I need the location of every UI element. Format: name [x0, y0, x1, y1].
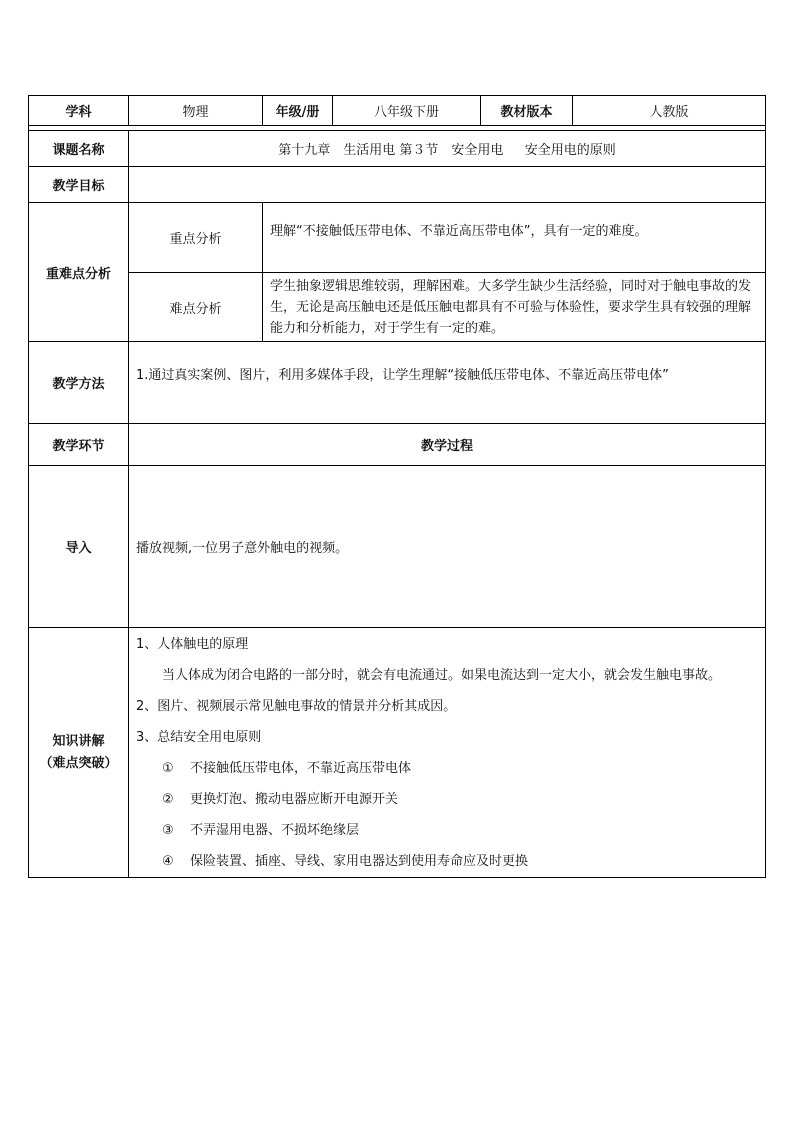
objectives-row	[29, 167, 766, 203]
knowledge-content	[129, 628, 766, 878]
edition-value: 人教版	[573, 96, 766, 126]
principle-text: 更换灯泡、搬动电器应断开电源开关	[190, 792, 399, 807]
stage-label: 教学环节	[29, 424, 129, 466]
objectives-value	[129, 167, 766, 203]
lesson-name-row	[29, 131, 766, 167]
key-analysis-text: 理解“不接触低压带电体、不靠近高压带电体”，具有一定的难度。	[263, 203, 766, 273]
lesson-plan-table	[28, 95, 766, 878]
difficult-analysis-text: 学生抽象逻辑思维较弱，理解困难。大多学生缺少生活经验，同时对于触电事故的发生，无论是高压触电还是低压触电都具有不可验与体验性，要求学生具有较强的理解能力和分析能力，对于学生有一定的难。	[263, 273, 766, 342]
intro-row	[29, 466, 766, 628]
process-label: 教学过程	[129, 424, 766, 466]
knowledge-label-cell	[29, 628, 129, 878]
knowledge-label: 知识讲解	[52, 733, 105, 749]
principle-text: 不接触低压带电体，不靠近高压带电体	[190, 761, 412, 776]
header-row	[29, 96, 766, 126]
principle-text: 保险装置、插座、导线、家用电器达到使用寿命应及时更换	[190, 854, 529, 869]
process-header-row	[29, 424, 766, 466]
knowledge-item: 2、图片、视频展示常见触电事故的情景并分析其成因。	[136, 699, 457, 714]
lesson-name-label: 课题名称	[29, 131, 129, 167]
principle-number: ③	[162, 823, 174, 838]
subject-value: 物理	[129, 96, 263, 126]
principle-text: 不弄湿用电器、不损坏绝缘层	[190, 823, 360, 838]
key-analysis-row	[29, 203, 766, 273]
intro-label: 导入	[29, 466, 129, 628]
knowledge-sublabel: （难点突破）	[39, 755, 118, 771]
knowledge-item: 当人体成为闭合电路的一部分时，就会有电流通过。如果电流达到一定大小，就会发生触电事故。	[162, 668, 722, 683]
method-text: 1.通过真实案例、图片，利用多媒体手段，让学生理解“接触低压带电体、不靠近高压带电体”	[129, 342, 766, 424]
method-label: 教学方法	[29, 342, 129, 424]
objectives-label: 教学目标	[29, 167, 129, 203]
difficult-analysis-row	[29, 273, 766, 342]
subject-label: 学科	[29, 96, 129, 126]
analysis-label: 重难点分析	[29, 203, 129, 342]
principle-number: ②	[162, 792, 174, 807]
principle-item	[129, 753, 765, 784]
edition-label: 教材版本	[481, 96, 573, 126]
intro-text: 播放视频,一位男子意外触电的视频。	[129, 466, 766, 628]
lesson-name-value: 第十九章 生活用电 第３节 安全用电 安全用电的原则	[129, 131, 766, 167]
principle-item	[129, 784, 765, 815]
grade-value: 八年级下册	[333, 96, 481, 126]
principle-item	[129, 846, 765, 877]
principle-number: ④	[162, 854, 174, 869]
grade-label: 年级/册	[263, 96, 333, 126]
key-analysis-label: 重点分析	[129, 203, 263, 273]
knowledge-item: 3、总结安全用电原则	[136, 730, 262, 745]
principle-item	[129, 815, 765, 846]
knowledge-item: 1、人体触电的原理	[136, 637, 249, 652]
method-row	[29, 342, 766, 424]
principle-number: ①	[162, 761, 174, 776]
difficult-analysis-label: 难点分析	[129, 273, 263, 342]
knowledge-row	[29, 628, 766, 878]
